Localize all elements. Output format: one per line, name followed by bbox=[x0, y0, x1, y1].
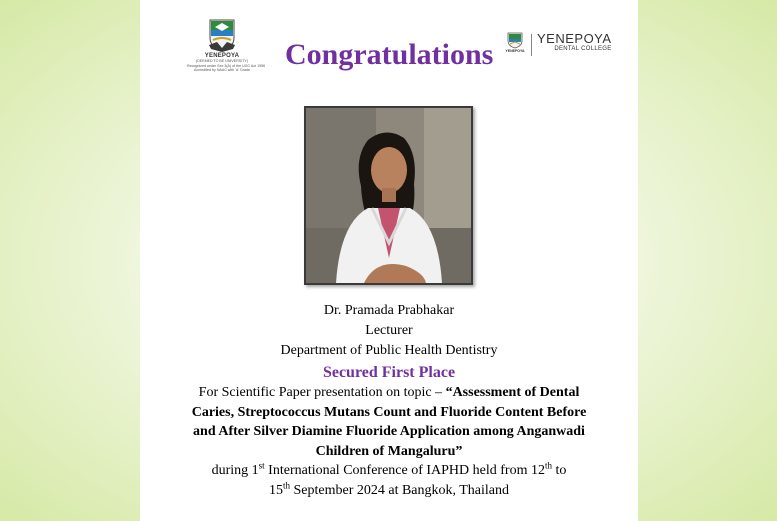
college-logo bbox=[504, 32, 612, 56]
announcement-panel bbox=[140, 0, 638, 521]
ordinal-suffix: st bbox=[258, 460, 265, 471]
yenepoya-shield-icon bbox=[507, 32, 523, 49]
university-subtitle-line: (DEEMED TO BE UNIVERSITY) bbox=[196, 59, 248, 63]
description-end-day: 15 bbox=[268, 482, 283, 498]
person-name: Dr. Pramada Prabhakar bbox=[323, 303, 455, 318]
description-conference: International Conference of IAPHD held from 12 bbox=[264, 463, 545, 478]
person-info bbox=[140, 301, 638, 384]
logo-divider bbox=[531, 34, 532, 56]
description-intro: For Scientific Paper presentation on topic – bbox=[198, 385, 446, 400]
college-mark bbox=[504, 32, 526, 53]
college-text bbox=[537, 32, 612, 52]
description-during: during 1 bbox=[211, 463, 259, 478]
university-subtitle-line: Accredited by NAAC with 'A' Grade bbox=[194, 68, 250, 73]
person-designation: Lecturer bbox=[365, 323, 413, 338]
page-title: Congratulations bbox=[285, 38, 494, 71]
portrait-photo bbox=[304, 106, 473, 285]
university-subtitle-line: Recognized under Sec 3(A) of the UGC Act 1956 bbox=[187, 63, 266, 68]
portrait-illustration bbox=[306, 108, 471, 283]
college-subtitle: DENTAL COLLEGE bbox=[554, 46, 612, 52]
college-name: YENEPOYA bbox=[537, 31, 612, 46]
paper-topic: “Assessment of Dental Caries, Streptococcus Mutans Count and Fluoride Content Before and After Silver Diamine Fluoride Application among Anganwadi Children of Mangaluru” bbox=[191, 385, 587, 459]
ordinal-suffix: th bbox=[544, 460, 552, 471]
description-to: to bbox=[552, 463, 567, 478]
award-title: Secured First Place bbox=[322, 364, 456, 381]
description-venue: September 2024 at Bangkok, Thailand bbox=[289, 482, 510, 498]
university-logo bbox=[187, 18, 266, 73]
award-description bbox=[180, 383, 598, 500]
college-mark-text: YENEPOYA bbox=[505, 49, 525, 53]
yenepoya-crest-icon bbox=[207, 18, 237, 52]
university-name: YENEPOYA bbox=[204, 53, 240, 59]
person-department: Department of Public Health Dentistry bbox=[280, 343, 498, 358]
ordinal-suffix: th bbox=[282, 479, 290, 490]
